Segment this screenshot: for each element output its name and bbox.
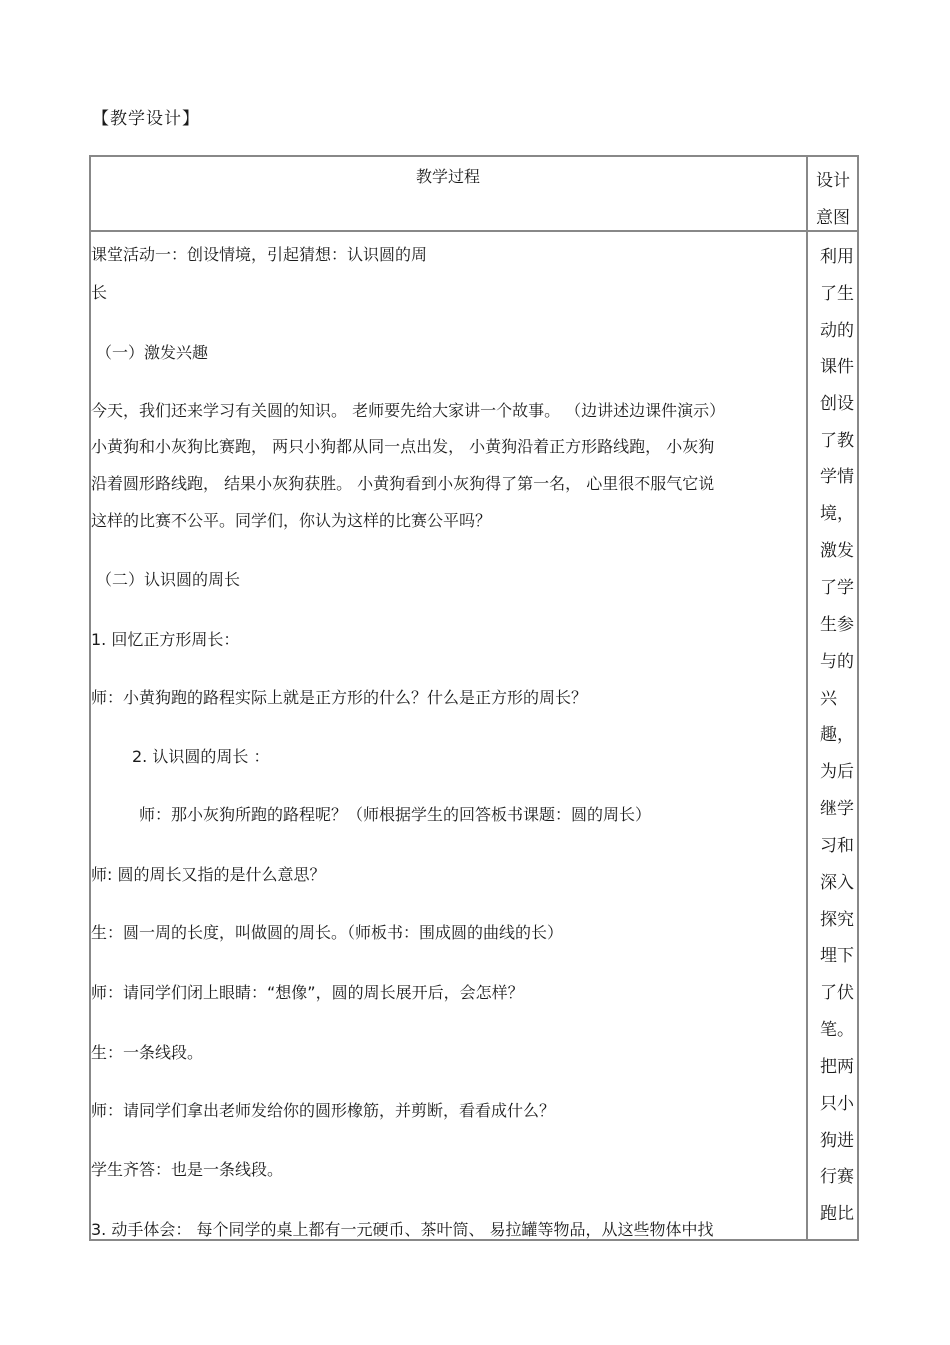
intent-line: 深入 [820,873,854,893]
section-heading: （二）认识圆的周长 [96,570,241,589]
intent-line: 激发 [820,541,854,561]
intent-line: 继学 [820,799,854,819]
story-line: 小黄狗和小灰狗比赛跑， 两只小狗都从同一点出发， 小黄狗沿着正方形路线跑， 小灰狗 [91,437,715,456]
intent-line: 动的 [820,321,854,341]
header-intent-line: 设计 [816,171,850,191]
intent-line: 了生 [820,284,854,304]
story-line: 今天，我们还来学习有关圆的知识。 老师要先给大家讲一个故事。 （边讲述边课件演示） [91,401,726,420]
intent-line: 为后 [820,762,854,782]
intent-line: 兴 [820,689,837,709]
step-heading: 3. 动手体会： 每个同学的桌上都有一元硬币、茶叶筒、 易拉罐等物品，从这些物体中找 [91,1220,714,1239]
table-column-divider [806,155,808,1241]
document-title: 【教学设计】 [92,109,200,129]
intent-line: 笔。 [820,1020,854,1040]
intent-line: 与的 [820,652,854,672]
dialogue-line: 师：请同学们闭上眼睛：“想像”，圆的周长展开后，会怎样？ [91,983,524,1002]
intent-line: 狗进 [820,1131,854,1151]
intent-line: 埋下 [820,946,854,966]
intent-line: 课件 [820,357,854,377]
intent-line: 利用 [820,247,854,267]
step-heading: 1. 回忆正方形周长： [91,630,240,649]
dialogue-line: 生：一条线段。 [91,1043,204,1062]
intent-line: 生参 [820,615,854,635]
activity-heading: 课堂活动一：创设情境，引起猜想：认识圆的周 [91,245,428,264]
intent-line: 创设 [820,394,854,414]
section-heading: （一）激发兴趣 [96,343,209,362]
intent-line: 行赛 [820,1167,854,1187]
intent-line: 学情 [820,467,854,487]
header-intent-line: 意图 [816,208,850,228]
dialogue-line: 学生齐答：也是一条线段。 [91,1160,284,1179]
table-header-divider [89,230,859,232]
story-line: 这样的比赛不公平。同学们，你认为这样的比赛公平吗？ [91,511,492,530]
intent-line: 境， [820,504,854,524]
intent-line: 习和 [820,836,854,856]
dialogue-line: 生：圆一周的长度，叫做圆的周长。（师板书：围成圆的曲线的长） [91,923,564,942]
dialogue-line: 师：小黄狗跑的路程实际上就是正方形的什么？什么是正方形的周长？ [91,688,588,707]
step-heading: 2. 认识圆的周长 ： [132,747,270,766]
header-teaching-process: 教学过程 [415,167,480,186]
intent-line: 跑比 [820,1204,854,1224]
dialogue-line: 师: 圆的周长又指的是什么意思？ [91,865,326,884]
story-line: 沿着圆形路线跑， 结果小灰狗获胜。 小黄狗看到小灰狗得了第一名， 心里很不服气它说 [91,474,715,493]
dialogue-line: 师：那小灰狗所跑的路程呢？（师根据学生的回答板书课题：圆的周长） [139,805,652,824]
activity-heading-cont: 长 [91,283,108,302]
intent-line: 了学 [820,578,854,598]
dialogue-line: 师：请同学们拿出老师发给你的圆形橡筋，并剪断，看看成什么？ [91,1101,556,1120]
intent-line: 把两 [820,1057,854,1077]
intent-line: 了伏 [820,983,854,1003]
intent-line: 只小 [820,1094,854,1114]
intent-line: 了教 [820,431,854,451]
intent-line: 探究 [820,910,854,930]
intent-line: 趣， [820,725,854,745]
